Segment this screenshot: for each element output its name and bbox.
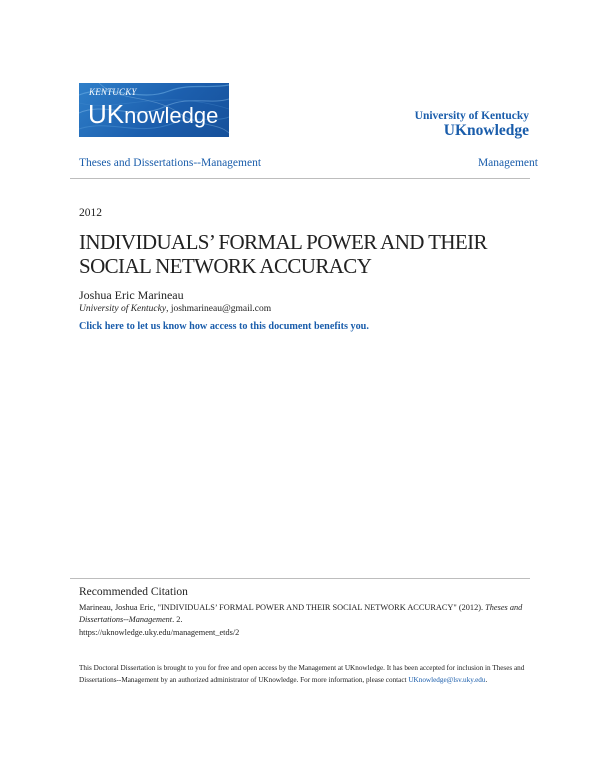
publication-year: 2012	[79, 207, 102, 219]
header-divider	[70, 178, 530, 179]
citation-text: Marineau, Joshua Eric, "INDIVIDUALS’ FORMAL POWER AND THEIR SOCIAL NETWORK ACCURACY" (2012). Theses and Dissertations--Management. 2. https://uknowledge.uky.edu/management_etds/2	[79, 603, 523, 637]
citation-heading: Recommended Citation	[79, 586, 188, 598]
uknowledge-logo[interactable]	[79, 83, 229, 137]
logo-kentucky-text: KENTUCKY	[89, 87, 137, 97]
citation-divider	[70, 578, 530, 579]
citation-url[interactable]: https://uknowledge.uky.edu/management_etds/2	[79, 627, 240, 637]
repository-link[interactable]: UKnowledge	[443, 122, 529, 139]
access-notice: This Doctoral Dissertation is brought to you for free and open access by the Management at UKnowledge. It has been accepted for inclusion in Theses and Dissertations--Management by an authorized administrator of UKnowledge. For more information, please contact UKnowledge@lsv.uky.edu.	[79, 664, 525, 685]
citation-series: Theses and Dissertations--Management	[79, 603, 523, 625]
department-link[interactable]: Management	[477, 157, 538, 169]
collection-link[interactable]: Theses and Dissertations--Management	[79, 157, 262, 169]
institution-name: University of Kentucky	[79, 304, 167, 314]
document-title: INDIVIDUALS’ FORMAL POWER AND THEIR SOCIAL NETWORK ACCURACY	[79, 230, 487, 278]
access-benefit-link[interactable]: Click here to let us know how access to this document benefits you.	[79, 321, 369, 332]
logo-wordmark: UKnowledge	[88, 99, 219, 129]
contact-email-link[interactable]: UKnowledge@lsv.uky.edu	[408, 676, 486, 685]
author-email: joshmarineau@gmail.com	[170, 304, 272, 314]
author-name: Joshua Eric Marineau	[79, 288, 184, 302]
author-affiliation: University of Kentucky, joshmarineau@gmail.com	[79, 304, 272, 314]
university-link[interactable]: University of Kentucky	[414, 110, 529, 122]
